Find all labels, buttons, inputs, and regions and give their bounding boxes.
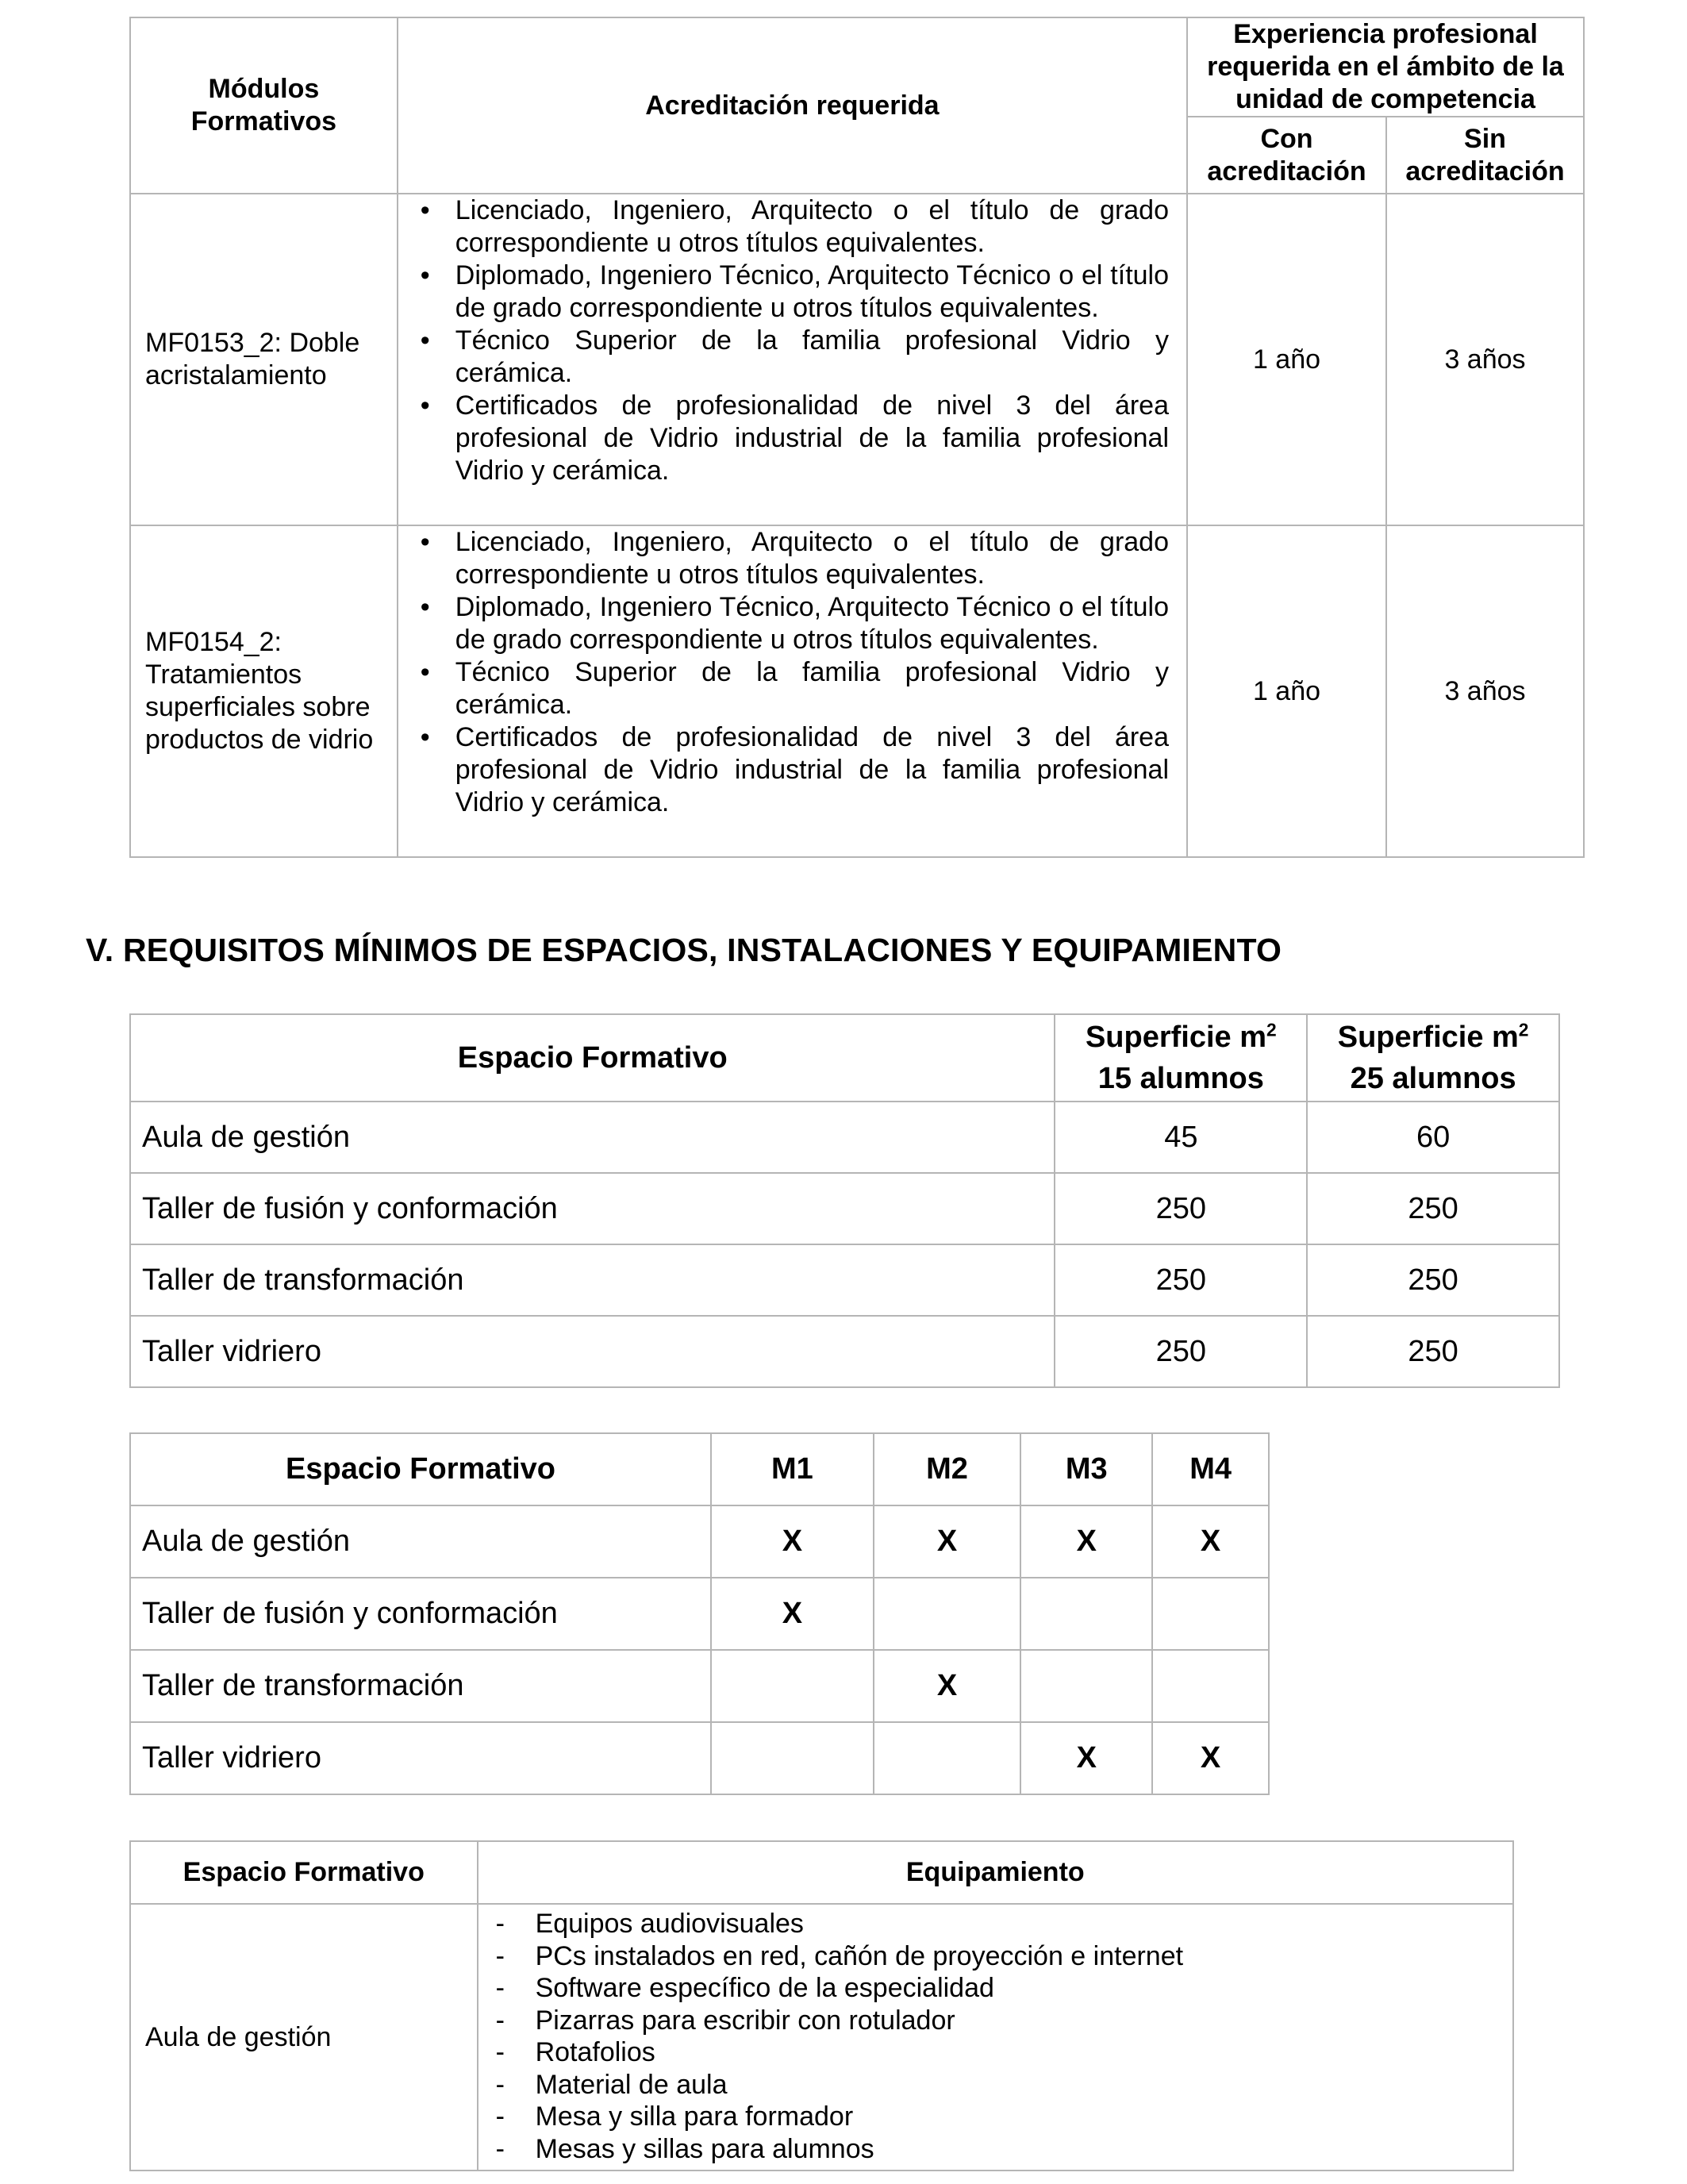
m4-mark: X	[1152, 1722, 1269, 1794]
without-accreditation-value: 3 años	[1386, 194, 1584, 525]
space-cell: Aula de gestión	[130, 1904, 478, 2171]
space-cell: Taller de transformación	[130, 1244, 1055, 1316]
header-surface-15	[1055, 1014, 1307, 1102]
header-space: Espacio Formativo	[130, 1841, 478, 1904]
space-cell: Aula de gestión	[130, 1505, 711, 1578]
header-modules: Módulos Formativos	[130, 17, 398, 194]
requirements-list	[414, 194, 1169, 487]
with-accreditation-value: 1 año	[1187, 194, 1386, 525]
table-row	[130, 1578, 1269, 1650]
superscript: 2	[1518, 1019, 1529, 1040]
students-label: 25 alumnos	[1350, 1062, 1516, 1095]
experience-requirements-table	[129, 17, 1585, 858]
surface-15-cell: 45	[1055, 1102, 1307, 1173]
m2-mark	[874, 1578, 1021, 1650]
m1-mark	[711, 1650, 874, 1722]
list-item: • Licenciado, Ingeniero, Arquitecto o el título de grado correspondiente u otros títulos equivalentes.	[414, 194, 1169, 260]
list-item: • Diplomado, Ingeniero Técnico, Arquitecto Técnico o el título de grado correspondiente u otros títulos equivalentes.	[414, 260, 1169, 325]
module-cell: MF0154_2: Tratamientos superficiales sobre productos de vidrio	[130, 525, 398, 857]
m4-mark	[1152, 1578, 1269, 1650]
superscript: 2	[1266, 1019, 1277, 1040]
list-item: • Técnico Superior de la familia profesional Vidrio y cerámica.	[414, 325, 1169, 390]
list-item: • Certificados de profesionalidad de nivel 3 del área profesional de Vidrio industrial de la familia profesional Vidrio y cerámica.	[414, 721, 1169, 819]
surface-label: Superficie m	[1337, 1021, 1519, 1054]
m4-mark: X	[1152, 1505, 1269, 1578]
list-item: - Rotafolios	[494, 2036, 1497, 2069]
table-row	[130, 1904, 1513, 2171]
m4-mark	[1152, 1650, 1269, 1722]
requirements-list	[414, 526, 1169, 819]
table-row	[130, 194, 1584, 525]
header-accreditation: Acreditación requerida	[398, 17, 1187, 194]
header-without-accreditation: Sin acreditación	[1386, 117, 1584, 194]
space-cell: Taller vidriero	[130, 1316, 1055, 1387]
header-surface-25	[1307, 1014, 1559, 1102]
list-item: - Mesas y sillas para alumnos	[494, 2133, 1497, 2166]
m3-mark	[1020, 1578, 1152, 1650]
list-item: • Licenciado, Ingeniero, Arquitecto o el título de grado correspondiente u otros títulos equivalentes.	[414, 526, 1169, 591]
list-item: - Mesa y silla para formador	[494, 2101, 1497, 2133]
table-row	[130, 525, 1584, 857]
m2-mark: X	[874, 1505, 1021, 1578]
list-item: - Material de aula	[494, 2069, 1497, 2101]
without-accreditation-value: 3 años	[1386, 525, 1584, 857]
list-item: - Software específico de la especialidad	[494, 1972, 1497, 2005]
module-usage-table	[129, 1432, 1270, 1795]
m1-mark: X	[711, 1578, 874, 1650]
table-row	[130, 1505, 1269, 1578]
list-item: • Certificados de profesionalidad de nivel 3 del área profesional de Vidrio industrial de la familia profesional Vidrio y cerámica.	[414, 390, 1169, 487]
section-title: V. REQUISITOS MÍNIMOS DE ESPACIOS, INSTALACIONES Y EQUIPAMIENTO	[86, 932, 1282, 968]
m2-mark	[874, 1722, 1021, 1794]
list-item: - PCs instalados en red, cañón de proyección e internet	[494, 1940, 1497, 1973]
space-cell: Taller de fusión y conformación	[130, 1173, 1055, 1244]
list-item: • Técnico Superior de la familia profesional Vidrio y cerámica.	[414, 656, 1169, 721]
equipment-table	[129, 1840, 1514, 2171]
accreditation-cell	[398, 194, 1187, 525]
accreditation-cell	[398, 525, 1187, 857]
space-cell: Taller de transformación	[130, 1650, 711, 1722]
table-row	[130, 1650, 1269, 1722]
table-row	[130, 1102, 1559, 1173]
m1-mark: X	[711, 1505, 874, 1578]
list-item: - Pizarras para escribir con rotulador	[494, 2005, 1497, 2037]
header-m4: M4	[1152, 1433, 1269, 1505]
surface-25-cell: 250	[1307, 1173, 1559, 1244]
surface-15-cell: 250	[1055, 1244, 1307, 1316]
list-item: - Equipos audiovisuales	[494, 1908, 1497, 1940]
surface-25-cell: 250	[1307, 1244, 1559, 1316]
header-m2: M2	[874, 1433, 1021, 1505]
space-cell: Taller vidriero	[130, 1722, 711, 1794]
space-cell: Taller de fusión y conformación	[130, 1578, 711, 1650]
students-label: 15 alumnos	[1097, 1062, 1264, 1095]
equipment-cell	[478, 1904, 1513, 2171]
m1-mark	[711, 1722, 874, 1794]
list-item: • Diplomado, Ingeniero Técnico, Arquitecto Técnico o el título de grado correspondiente u otros títulos equivalentes.	[414, 591, 1169, 656]
table-row	[130, 1722, 1269, 1794]
surface-table	[129, 1013, 1560, 1388]
surface-15-cell: 250	[1055, 1316, 1307, 1387]
header-with-accreditation: Con acreditación	[1187, 117, 1386, 194]
header-space: Espacio Formativo	[130, 1433, 711, 1505]
header-equipment: Equipamiento	[478, 1841, 1513, 1904]
table-row	[130, 1244, 1559, 1316]
equipment-list	[494, 1908, 1497, 2165]
m3-mark: X	[1020, 1505, 1152, 1578]
table-row	[130, 1316, 1559, 1387]
m2-mark: X	[874, 1650, 1021, 1722]
with-accreditation-value: 1 año	[1187, 525, 1386, 857]
m3-mark: X	[1020, 1722, 1152, 1794]
table-row	[130, 1173, 1559, 1244]
header-space: Espacio Formativo	[130, 1014, 1055, 1102]
header-m1: M1	[711, 1433, 874, 1505]
surface-label: Superficie m	[1085, 1021, 1267, 1054]
module-cell: MF0153_2: Doble acristalamiento	[130, 194, 398, 525]
surface-15-cell: 250	[1055, 1173, 1307, 1244]
surface-25-cell: 250	[1307, 1316, 1559, 1387]
header-experience: Experiencia profesional requerida en el ámbito de la unidad de competencia	[1187, 17, 1584, 117]
m3-mark	[1020, 1650, 1152, 1722]
header-m3: M3	[1020, 1433, 1152, 1505]
surface-25-cell: 60	[1307, 1102, 1559, 1173]
space-cell: Aula de gestión	[130, 1102, 1055, 1173]
